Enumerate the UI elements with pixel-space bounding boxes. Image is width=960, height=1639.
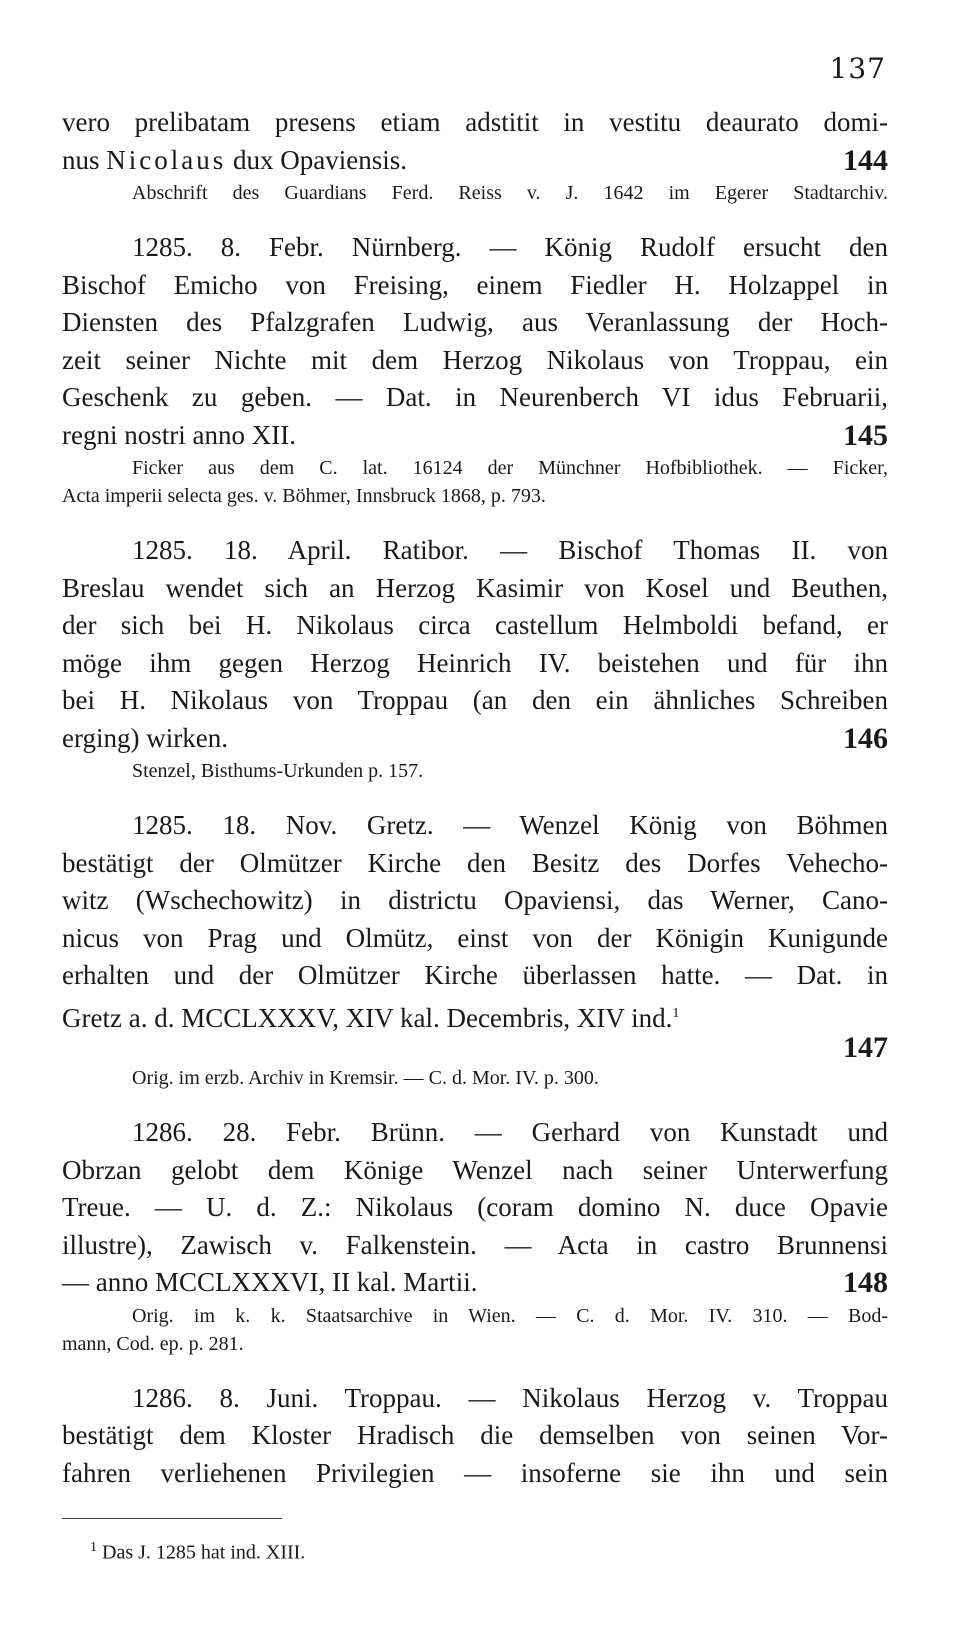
- text-line: 1286. 28. Febr. Brünn. — Gerhard von Kunstadt und: [132, 1117, 888, 1147]
- text-line: bei H. Nikolaus von Troppau (an den ein ähnliches Schreiben: [62, 685, 888, 715]
- text-line: 1286. 8. Juni. Troppau. — Nikolaus Herzog v. Troppau: [132, 1382, 888, 1413]
- source-note-148: Orig. im k. k. Staatsarchive in Wien. — C. d. Mor. IV. 310. — Bod-: [132, 1304, 888, 1327]
- text-segment: Gretz a. d. MCCLXXXV, XIV kal. Decembris, XIV ind.: [62, 1002, 673, 1033]
- text-line: [62, 417, 888, 455]
- footnote-divider: [62, 1518, 282, 1519]
- text-segment: dux Opaviensis.: [233, 144, 407, 175]
- text-line: Geschenk zu geben. — Dat. in Neurenberch VI idus Februarii,: [62, 382, 888, 412]
- text-line: möge ihm gegen Herzog Heinrich IV. beistehen und für ihn: [62, 647, 888, 678]
- text-line: nicus von Prag und Olmütz, einst von der Königin Kunigunde: [62, 922, 888, 953]
- entry-number-146: 146: [843, 721, 888, 755]
- footnote-ref: 1: [672, 1005, 680, 1021]
- footnote-text: Das J. 1285 hat ind. XIII.: [102, 1541, 306, 1564]
- text-line: [62, 995, 888, 1033]
- text-line: Bischof Emicho von Freising, einem Fiedler H. Holzappel in: [62, 269, 888, 300]
- text-line: 1285. 18. April. Ratibor. — Bischof Thomas II. von: [132, 535, 888, 565]
- text-line: [62, 1264, 888, 1302]
- text-line: zeit seiner Nichte mit dem Herzog Nikolaus von Troppau, ein: [62, 344, 888, 375]
- source-note-146: Stenzel, Bisthums-Urkunden p. 157.: [132, 760, 424, 782]
- entry-number-144: 144: [843, 143, 888, 177]
- text-segment: nus: [62, 144, 100, 175]
- text-line: Treue. — U. d. Z.: Nikolaus (coram domino N. duce Opavie: [62, 1192, 888, 1222]
- text-line: Breslau wendet sich an Herzog Kasimir von Kosel und Beuthen,: [62, 572, 888, 603]
- source-note-145: Acta imperii selecta ges. v. Böhmer, Innsbruck 1868, p. 793.: [62, 485, 546, 507]
- body-text: [62, 104, 888, 1568]
- text-line: [62, 142, 888, 180]
- text-segment: — anno MCCLXXXVI, II kal. Martii.: [62, 1267, 478, 1297]
- text-line: witz (Wschechowitz) in districtu Opaviensi, das Werner, Cano-: [62, 885, 888, 915]
- entry-number-148: 148: [843, 1266, 888, 1299]
- text-line: 1285. 18. Nov. Gretz. — Wenzel König von Böhmen: [132, 810, 888, 840]
- text-segment: erging) wirken.: [62, 722, 228, 753]
- text-line: 1285. 8. Febr. Nürnberg. — König Rudolf ersucht den: [132, 232, 888, 262]
- entry-number-147: 147: [843, 1031, 888, 1064]
- text-segment: regni nostri anno XII.: [62, 419, 296, 450]
- source-note-145: Ficker aus dem C. lat. 16124 der Münchner Hofbibliothek. — Ficker,: [132, 457, 888, 479]
- text-line: [62, 1032, 888, 1064]
- footnote-mark: 1: [90, 1540, 97, 1555]
- text-line: bestätigt dem Kloster Hradisch die demselben von seinen Vor-: [62, 1420, 888, 1450]
- source-note-144: Abschrift des Guardians Ferd. Reiss v. J. 1642 im Egerer Stadtarchiv.: [132, 182, 888, 204]
- text-line: der sich bei H. Nikolaus circa castellum Helmboldi befand, er: [62, 610, 888, 640]
- source-note-148: mann, Cod. ep. p. 281.: [62, 1332, 244, 1355]
- spaced-name: Nicolaus: [106, 144, 227, 175]
- text-line: vero prelibatam presens etiam adstitit in vestitu deaurato domi-: [62, 107, 888, 137]
- text-line: Obrzan gelobt dem Könige Wenzel nach seiner Unterwerfung: [62, 1154, 888, 1185]
- text-line: bestätigt der Olmützer Kirche den Besitz des Dorfes Vehecho-: [62, 847, 888, 878]
- text-line: [62, 720, 888, 758]
- page-number: 137: [829, 52, 886, 85]
- footnote: [62, 1533, 888, 1568]
- text-line: Diensten des Pfalzgrafen Ludwig, aus Veranlassung der Hoch-: [62, 307, 888, 337]
- text-line: fahren verliehenen Privilegien — insoferne sie ihn und sein: [62, 1457, 888, 1488]
- source-note-147: Orig. im erzb. Archiv in Kremsir. — C. d. Mor. IV. p. 300.: [132, 1067, 599, 1089]
- text-line: erhalten und der Olmützer Kirche überlassen hatte. — Dat. in: [62, 960, 888, 990]
- text-line: illustre), Zawisch v. Falkenstein. — Acta in castro Brunnensi: [62, 1229, 888, 1260]
- entry-number-145: 145: [843, 418, 888, 452]
